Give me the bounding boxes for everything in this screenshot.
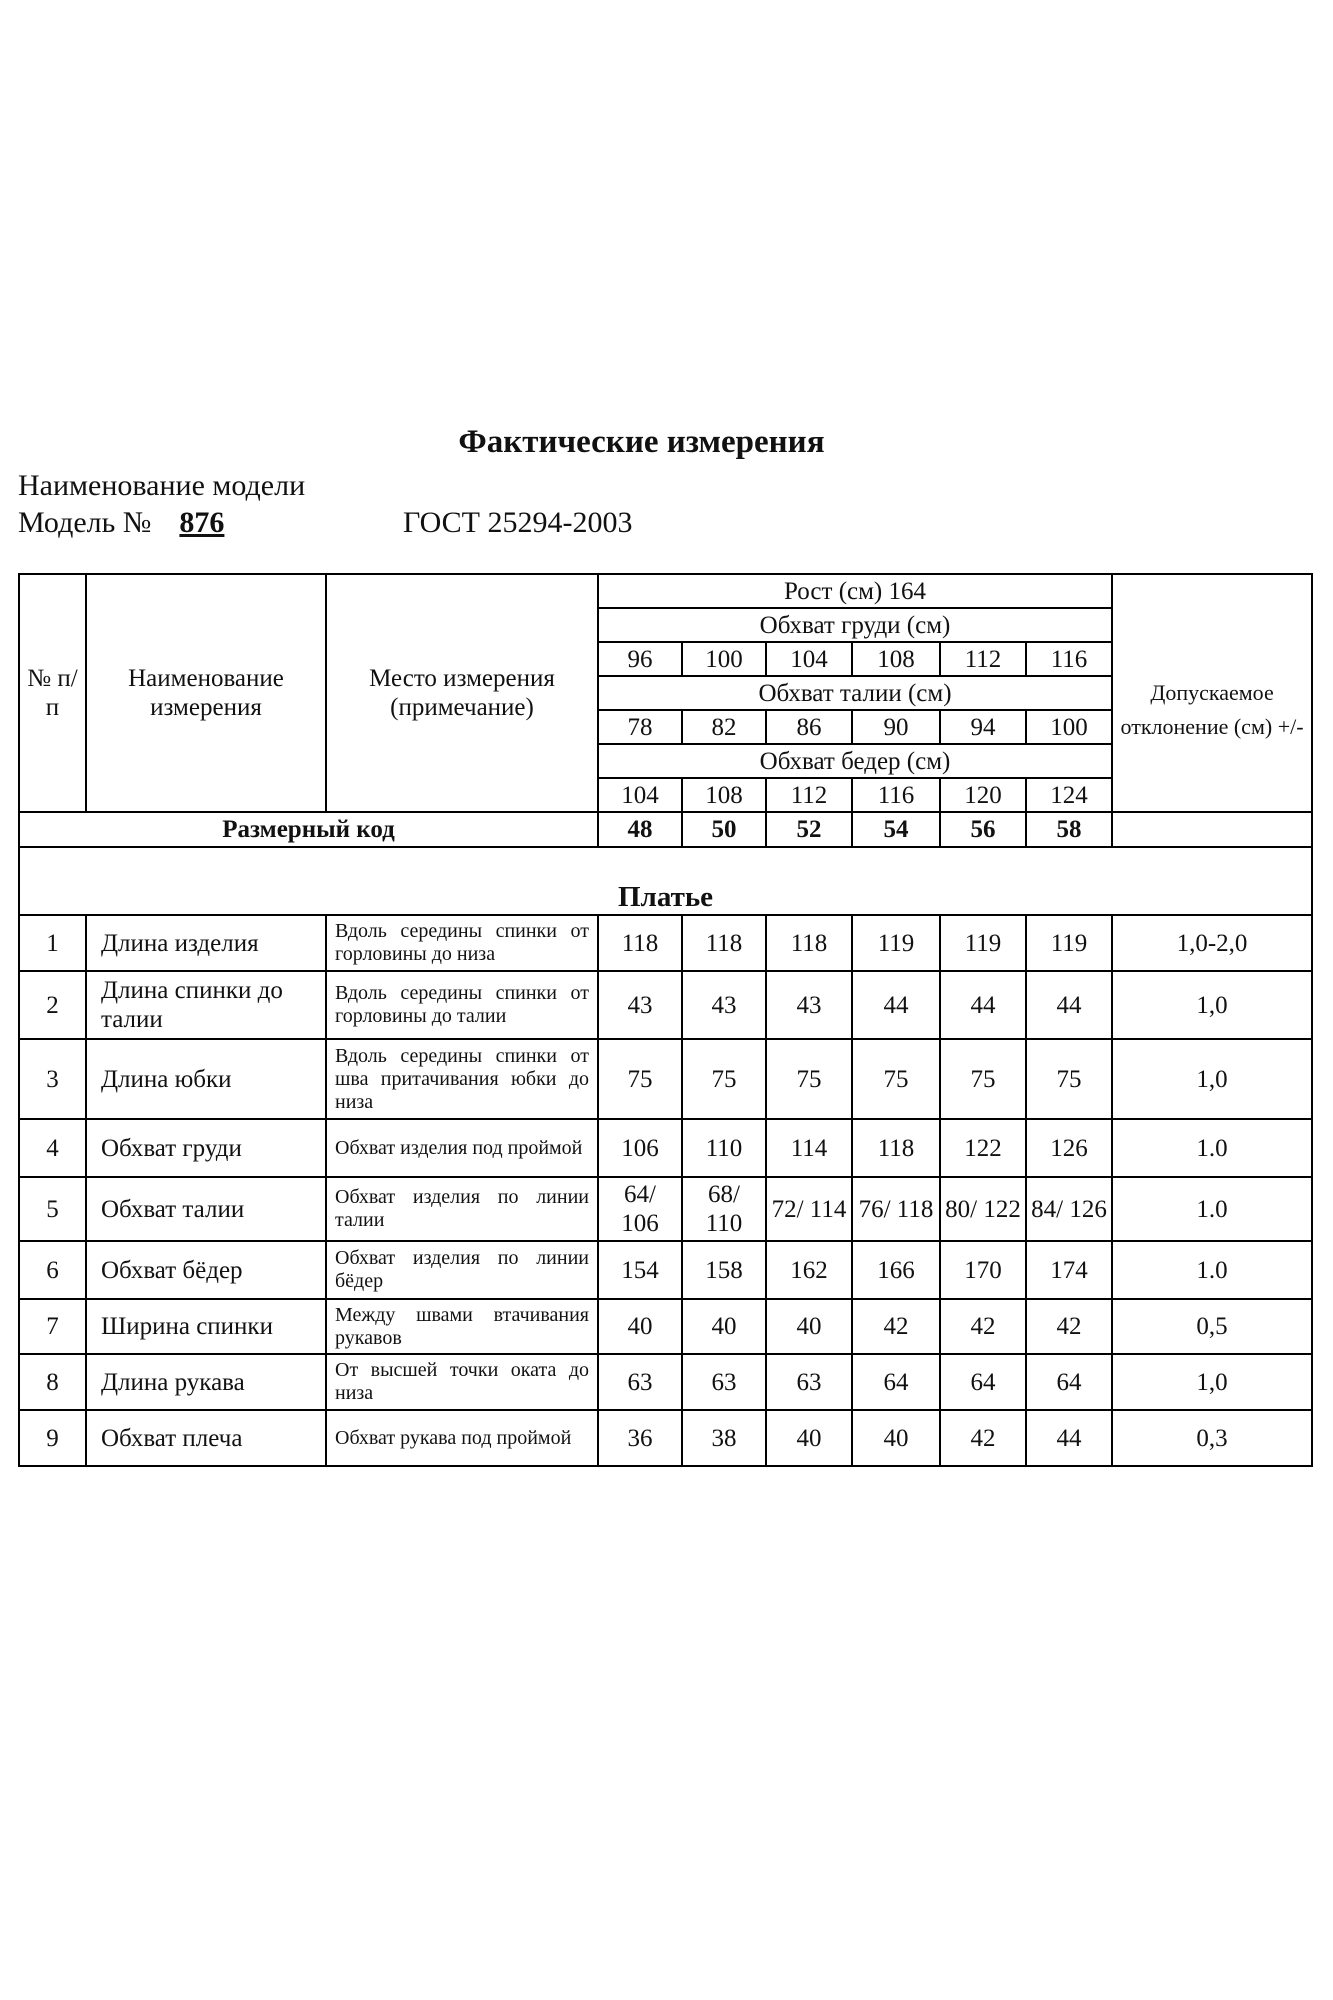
model-number: 876 [179, 506, 225, 539]
measurement-value: 80/ 122 [940, 1177, 1026, 1241]
model-name-label: Наименование модели [18, 469, 306, 502]
measurement-value: 114 [766, 1119, 852, 1177]
measurement-value: 42 [940, 1299, 1026, 1354]
measurement-value: 40 [852, 1410, 940, 1466]
measurement-value: 44 [940, 971, 1026, 1039]
waist-value: 100 [1026, 710, 1112, 744]
measurement-place-cell [326, 971, 598, 1039]
size-code-value: 54 [852, 812, 940, 847]
chest-value: 112 [940, 642, 1026, 676]
measurement-value: 126 [1026, 1119, 1112, 1177]
measurement-value: 118 [766, 915, 852, 971]
measurement-value: 118 [852, 1119, 940, 1177]
measurement-value: 42 [852, 1299, 940, 1354]
measurement-value: 119 [852, 915, 940, 971]
measurement-place-cell [326, 1177, 598, 1241]
measurement-value: 75 [852, 1039, 940, 1119]
measurement-value: 76/ 118 [852, 1177, 940, 1241]
hips-value: 112 [766, 778, 852, 812]
table-row [19, 1039, 1312, 1119]
measurement-place-cell [326, 1354, 598, 1410]
measurement-value: 166 [852, 1241, 940, 1299]
size-code-value: 58 [1026, 812, 1112, 847]
measurement-value: 110 [682, 1119, 766, 1177]
header-waist-label: Обхват талии (см) [598, 676, 1112, 710]
gost-standard: ГОСТ 25294-2003 [403, 506, 633, 539]
measurement-value: 118 [598, 915, 682, 971]
measurement-value: 64/ 106 [598, 1177, 682, 1241]
model-line [18, 505, 240, 541]
header-height: Рост (см) 164 [598, 574, 1112, 608]
chest-value: 96 [598, 642, 682, 676]
tolerance-value: 1,0 [1112, 971, 1312, 1039]
measurement-value: 122 [940, 1119, 1026, 1177]
measurement-value: 44 [852, 971, 940, 1039]
measurement-value: 118 [682, 915, 766, 971]
measurement-value: 158 [682, 1241, 766, 1299]
row-number: 5 [19, 1177, 86, 1241]
measurement-value: 119 [1026, 915, 1112, 971]
size-code-value: 56 [940, 812, 1026, 847]
tolerance-value: 1,0-2,0 [1112, 915, 1312, 971]
measurement-name: Длина изделия [86, 915, 326, 971]
header-tolerance: Допускаемое отклонение (см) +/- [1112, 608, 1312, 812]
size-code-value: 48 [598, 812, 682, 847]
measurement-value: 119 [940, 915, 1026, 971]
measurement-name: Длина рукава [86, 1354, 326, 1410]
size-code-label: Размерный код [19, 812, 598, 847]
measurement-value: 40 [682, 1299, 766, 1354]
table-row [19, 1354, 1312, 1410]
tolerance-value: 1,0 [1112, 1354, 1312, 1410]
size-code-row [19, 812, 1312, 847]
table-row [19, 915, 1312, 971]
measurement-value: 44 [1026, 1410, 1112, 1466]
measurement-value: 75 [598, 1039, 682, 1119]
measurement-value: 75 [1026, 1039, 1112, 1119]
measurement-value: 170 [940, 1241, 1026, 1299]
measurement-value: 75 [940, 1039, 1026, 1119]
measurement-value: 42 [1026, 1299, 1112, 1354]
measurement-value: 42 [940, 1410, 1026, 1466]
measurements-table [18, 573, 1313, 1467]
measurement-value: 40 [598, 1299, 682, 1354]
table-row [19, 971, 1312, 1039]
header-num: № п/п [19, 574, 86, 812]
measurement-place: Между швами втачивания рукавов [335, 1303, 589, 1349]
size-code-value: 52 [766, 812, 852, 847]
chest-value: 100 [682, 642, 766, 676]
header-name: Наименование измерения [86, 574, 326, 812]
hips-value: 124 [1026, 778, 1112, 812]
row-number: 1 [19, 915, 86, 971]
row-number: 4 [19, 1119, 86, 1177]
measurement-place: Вдоль середины спинки от горловины до талии [335, 982, 589, 1027]
chest-value: 108 [852, 642, 940, 676]
row-number: 3 [19, 1039, 86, 1119]
model-label: Модель № [18, 506, 152, 539]
measurement-value: 174 [1026, 1241, 1112, 1299]
measurement-name: Обхват талии [86, 1177, 326, 1241]
row-number: 2 [19, 971, 86, 1039]
table-row [19, 1299, 1312, 1354]
measurement-place: Обхват изделия по линии бёдер [335, 1247, 589, 1292]
measurement-place-cell [326, 1299, 598, 1354]
measurement-value: 162 [766, 1241, 852, 1299]
measurement-place-cell [326, 1241, 598, 1299]
chest-value: 104 [766, 642, 852, 676]
section-title: Платье [19, 847, 1312, 915]
row-number: 7 [19, 1299, 86, 1354]
measurement-place-cell [326, 1410, 598, 1466]
measurement-value: 72/ 114 [766, 1177, 852, 1241]
measurement-value: 64 [1026, 1354, 1112, 1410]
measurement-name: Обхват бёдер [86, 1241, 326, 1299]
hips-value: 120 [940, 778, 1026, 812]
header-place: Место измерения (примечание) [326, 574, 598, 812]
measurement-value: 43 [766, 971, 852, 1039]
tolerance-value: 0,3 [1112, 1410, 1312, 1466]
tolerance-value: 1.0 [1112, 1241, 1312, 1299]
table-row [19, 1241, 1312, 1299]
hips-value: 116 [852, 778, 940, 812]
waist-value: 90 [852, 710, 940, 744]
measurement-value: 84/ 126 [1026, 1177, 1112, 1241]
measurement-place: Вдоль середины спинки от шва притачивания юбки до низа [335, 1044, 589, 1113]
table-row [19, 1119, 1312, 1177]
measurement-value: 38 [682, 1410, 766, 1466]
measurement-place-cell [326, 1039, 598, 1119]
document-title: Фактические измерения [458, 424, 825, 460]
header-chest-label: Обхват груди (см) [598, 608, 1112, 642]
measurement-value: 44 [1026, 971, 1112, 1039]
header-hips-label: Обхват бедер (см) [598, 744, 1112, 778]
measurement-place-cell [326, 915, 598, 971]
size-code-blank [1112, 812, 1312, 847]
measurement-value: 154 [598, 1241, 682, 1299]
measurement-value: 75 [766, 1039, 852, 1119]
measurement-value: 63 [766, 1354, 852, 1410]
tolerance-value: 1,0 [1112, 1039, 1312, 1119]
measurement-name: Длина юбки [86, 1039, 326, 1119]
measurement-value: 63 [682, 1354, 766, 1410]
table-row [19, 1410, 1312, 1466]
measurement-value: 64 [852, 1354, 940, 1410]
tolerance-value: 0,5 [1112, 1299, 1312, 1354]
row-number: 9 [19, 1410, 86, 1466]
table-row [19, 1177, 1312, 1241]
measurement-name: Обхват плеча [86, 1410, 326, 1466]
measurement-place: Обхват рукава под проймой [335, 1426, 572, 1449]
waist-value: 78 [598, 710, 682, 744]
measurement-value: 40 [766, 1299, 852, 1354]
tolerance-value: 1.0 [1112, 1177, 1312, 1241]
measurement-place: От высшей точки оката до низа [335, 1359, 589, 1404]
waist-value: 94 [940, 710, 1026, 744]
size-code-value: 50 [682, 812, 766, 847]
hips-value: 104 [598, 778, 682, 812]
measurement-value: 40 [766, 1410, 852, 1466]
tolerance-value: 1.0 [1112, 1119, 1312, 1177]
measurement-place: Обхват изделия под проймой [335, 1136, 583, 1159]
measurement-place-cell [326, 1119, 598, 1177]
measurement-value: 75 [682, 1039, 766, 1119]
measurement-name: Ширина спинки [86, 1299, 326, 1354]
chest-value: 116 [1026, 642, 1112, 676]
measurement-value: 43 [598, 971, 682, 1039]
measurement-name: Обхват груди [86, 1119, 326, 1177]
row-number: 8 [19, 1354, 86, 1410]
measurement-value: 63 [598, 1354, 682, 1410]
hips-value: 108 [682, 778, 766, 812]
measurement-value: 106 [598, 1119, 682, 1177]
measurement-name: Длина спинки до талии [86, 971, 326, 1039]
measurement-value: 68/ 110 [682, 1177, 766, 1241]
measurement-value: 64 [940, 1354, 1026, 1410]
measurement-place: Обхват изделия по линии талии [335, 1186, 589, 1231]
waist-value: 86 [766, 710, 852, 744]
header-blank [1112, 574, 1312, 608]
measurement-value: 36 [598, 1410, 682, 1466]
waist-value: 82 [682, 710, 766, 744]
measurement-value: 43 [682, 971, 766, 1039]
measurement-place: Вдоль середины спинки от горловины до низа [335, 920, 589, 965]
row-number: 6 [19, 1241, 86, 1299]
